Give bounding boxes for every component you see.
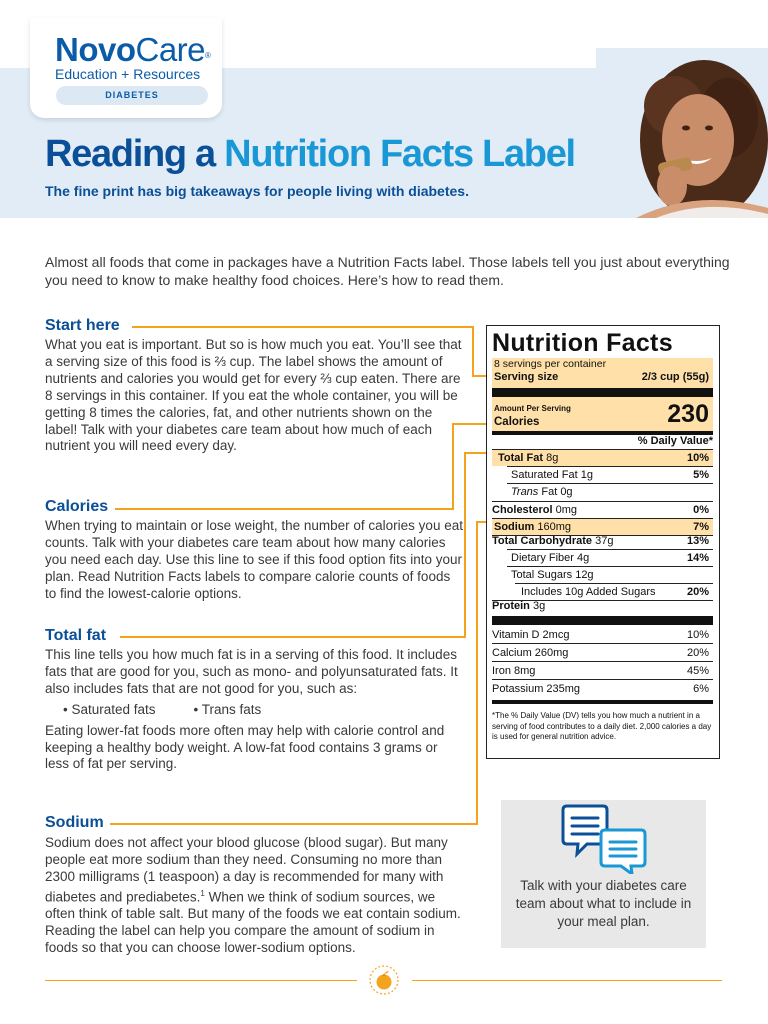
- fat-connector-v: [464, 452, 466, 638]
- nf-serving-size-value: 2/3 cup (55g): [641, 371, 709, 383]
- nf-title: Nutrition Facts: [492, 329, 673, 357]
- nf-cholesterol-row: [492, 502, 713, 518]
- nf-calories-block: [492, 397, 713, 431]
- nf-potassium: Potassium 235mg: [492, 683, 581, 695]
- total-fat-body: [45, 647, 465, 777]
- nf-sat-fat-row: [492, 467, 713, 483]
- page-subtitle: The fine print has big takeaways for people living with diabetes.: [45, 183, 469, 199]
- nf-chol-amt: 0mg: [555, 504, 577, 516]
- woman-eating-photo: [596, 48, 768, 218]
- nf-fiber: Dietary Fiber 4g: [511, 552, 590, 564]
- nutrition-facts-label: [486, 325, 720, 759]
- nf-rule: [492, 661, 713, 662]
- start-connector-h: [132, 326, 474, 328]
- nf-thick-rule-2: [492, 616, 713, 625]
- nf-rule: [492, 643, 713, 644]
- nf-medium-rule-2: [492, 700, 713, 704]
- tip-text: Talk with your diabetes care team about what to include in your meal plan.: [515, 878, 692, 929]
- nf-total-fat-dv: 10%: [686, 452, 709, 464]
- brand-light: Care: [135, 31, 206, 68]
- nf-sodium-dv: 7%: [693, 521, 709, 533]
- intro-paragraph: Almost all foods that come in packages have a Nutrition Facts label. Those labels tell you just about everything you need to know to make healthy food choices. Here’s how to read them.: [45, 254, 730, 288]
- nf-serving-size-label: Serving size: [494, 371, 559, 383]
- nf-sugars: Total Sugars 12g: [511, 569, 594, 581]
- sodium-text-b: When we think of sodium sources, we often think of table salt. But many of the foods we eat contain sodium. Reading the label can help you compare the amount of sodium in foods so that you can choose lower-sodium options.: [45, 889, 461, 955]
- nf-carb-label: Total Carbohydrate: [492, 535, 593, 547]
- nf-total-fat-label: Total Fat: [498, 452, 544, 464]
- nf-calcium: Calcium 260mg: [492, 647, 569, 659]
- nf-trans-word: Trans: [511, 486, 539, 498]
- total-fat-heading: Total fat: [45, 627, 107, 644]
- footer-line-right: [412, 980, 722, 981]
- sub-brand: Education + Resources: [55, 66, 201, 82]
- sodium-connector-v: [476, 521, 478, 825]
- brand-logo: [55, 30, 210, 70]
- title-part-2: Nutrition Facts Label: [224, 133, 575, 175]
- sodium-heading: Sodium: [45, 814, 104, 831]
- nf-calories-value: 230: [667, 400, 709, 428]
- nf-total-fat-row: [492, 450, 713, 466]
- title-part-1: Reading a: [45, 133, 215, 175]
- bullet-saturated: • Saturated fats: [63, 701, 156, 717]
- nf-dv-header: % Daily Value*: [637, 435, 713, 447]
- nf-iron-row: [492, 663, 713, 679]
- nf-iron: Iron 8mg: [492, 665, 536, 677]
- nf-sodium-amt: 160mg: [537, 521, 572, 533]
- nf-protein-row: [492, 598, 713, 614]
- nf-added-sugars-dv: 20%: [686, 586, 709, 598]
- sodium-connector-h: [110, 823, 478, 825]
- nf-vitd-dv: 10%: [686, 629, 709, 641]
- nf-sodium-label: Sodium: [494, 521, 535, 533]
- nf-amount-per-serving: Amount Per Serving: [494, 404, 571, 413]
- nf-footnote: *The % Daily Value (DV) tells you how much a nutrient in a serving of food contributes to a daily diet. 2,000 calories a day is used for general nutrition advice.: [492, 711, 712, 741]
- chat-bubbles-icon: [557, 804, 651, 879]
- nf-protein-amt: 3g: [532, 600, 546, 612]
- nf-calories-label: Calories: [494, 416, 540, 428]
- brand-bold: Novo: [55, 31, 136, 68]
- total-fat-paragraph-2: Eating lower-fat foods more often may help with calorie control and keeping a healthy body weight. A low-fat food contains 3 grams or less of fat per serving.: [45, 722, 445, 772]
- nf-trans-rest: Fat 0g: [538, 486, 573, 498]
- calories-connector-end: [452, 423, 490, 425]
- brand-mark: ®: [205, 51, 211, 60]
- sodium-footnote-ref: 1: [200, 888, 205, 898]
- nf-calcium-dv: 20%: [686, 647, 709, 659]
- bullet-trans: • Trans fats: [193, 701, 262, 717]
- nf-chol-dv: 0%: [693, 504, 709, 516]
- sodium-text-a: Sodium does not affect your blood glucose (blood sugar). But many people eat more sodium than they need. Consuming no more than 2300 milligrams (1 teaspoon) a day is recommended for many with diabetes and prediabetes.: [45, 835, 448, 905]
- nf-vitd: Vitamin D 2mcg: [492, 629, 570, 641]
- start-here-body: What you eat is important. But so is how much you eat. You’ll see that a serving size of this food is ⅔ cup. The label shows the amount of nutrients and calories you would get for every ⅔ cup eaten. There are 8 servings in this container. If you eat the whole container, you will be getting 8 times the calories, fat, and other nutrients shown on the label! Talk with your diabetes care team about how much of each nutrient you will need every day.: [45, 337, 462, 454]
- nf-sat-fat: Saturated Fat 1g: [511, 469, 593, 481]
- topic-pill: DIABETES: [56, 86, 208, 105]
- nf-added-sugars: Includes 10g Added Sugars: [521, 586, 656, 598]
- orange-fruit-icon: [368, 964, 400, 1001]
- nf-chol-label: Cholesterol: [492, 504, 553, 516]
- nf-potassium-dv: 6%: [693, 683, 709, 695]
- calories-connector-v: [452, 423, 454, 510]
- nf-serving-block: [492, 358, 713, 388]
- calories-body: When trying to maintain or lose weight, the number of calories you eat counts. Talk with your diabetes care team about how many calories you need each day. Use this line to see if this food option fits into your plan. Read Nutrition Facts labels to compare calorie counts of foods to find the lowest-calorie options.: [45, 518, 463, 601]
- nf-protein-label: Protein: [492, 600, 530, 612]
- nf-servings: 8 servings per container: [494, 358, 607, 370]
- page-title: [45, 130, 575, 178]
- total-fat-paragraph: This line tells you how much fat is in a serving of this food. It includes fats that are good for you, such as mono- and polyunsaturated fats. It also includes fats that are not good for you, such as:: [45, 647, 458, 696]
- calories-connector-h: [115, 508, 454, 510]
- nf-fiber-row: [492, 550, 713, 566]
- nf-thick-rule: [492, 388, 713, 397]
- nf-rule: [492, 679, 713, 680]
- nf-calcium-row: [492, 645, 713, 661]
- nf-potassium-row: [492, 681, 713, 697]
- calories-heading: Calories: [45, 498, 109, 515]
- nf-sat-fat-dv: 5%: [693, 469, 709, 481]
- sodium-body: [45, 835, 465, 957]
- start-connector-v: [472, 326, 474, 377]
- fat-connector-h: [120, 636, 466, 638]
- nf-iron-dv: 45%: [686, 665, 709, 677]
- nf-trans-fat-row: [492, 484, 713, 500]
- nf-carb-row: [492, 533, 713, 549]
- nf-total-fat-amt: 8g: [546, 452, 559, 464]
- nf-carb-amt: 37g: [595, 535, 614, 547]
- footer-line-left: [45, 980, 357, 981]
- start-here-heading: Start here: [45, 317, 120, 334]
- nf-vitd-row: [492, 627, 713, 643]
- nf-sugars-row: [492, 567, 713, 583]
- nf-carb-dv: 13%: [686, 535, 709, 547]
- nf-fiber-dv: 14%: [686, 552, 709, 564]
- fat-bullets: [45, 702, 465, 719]
